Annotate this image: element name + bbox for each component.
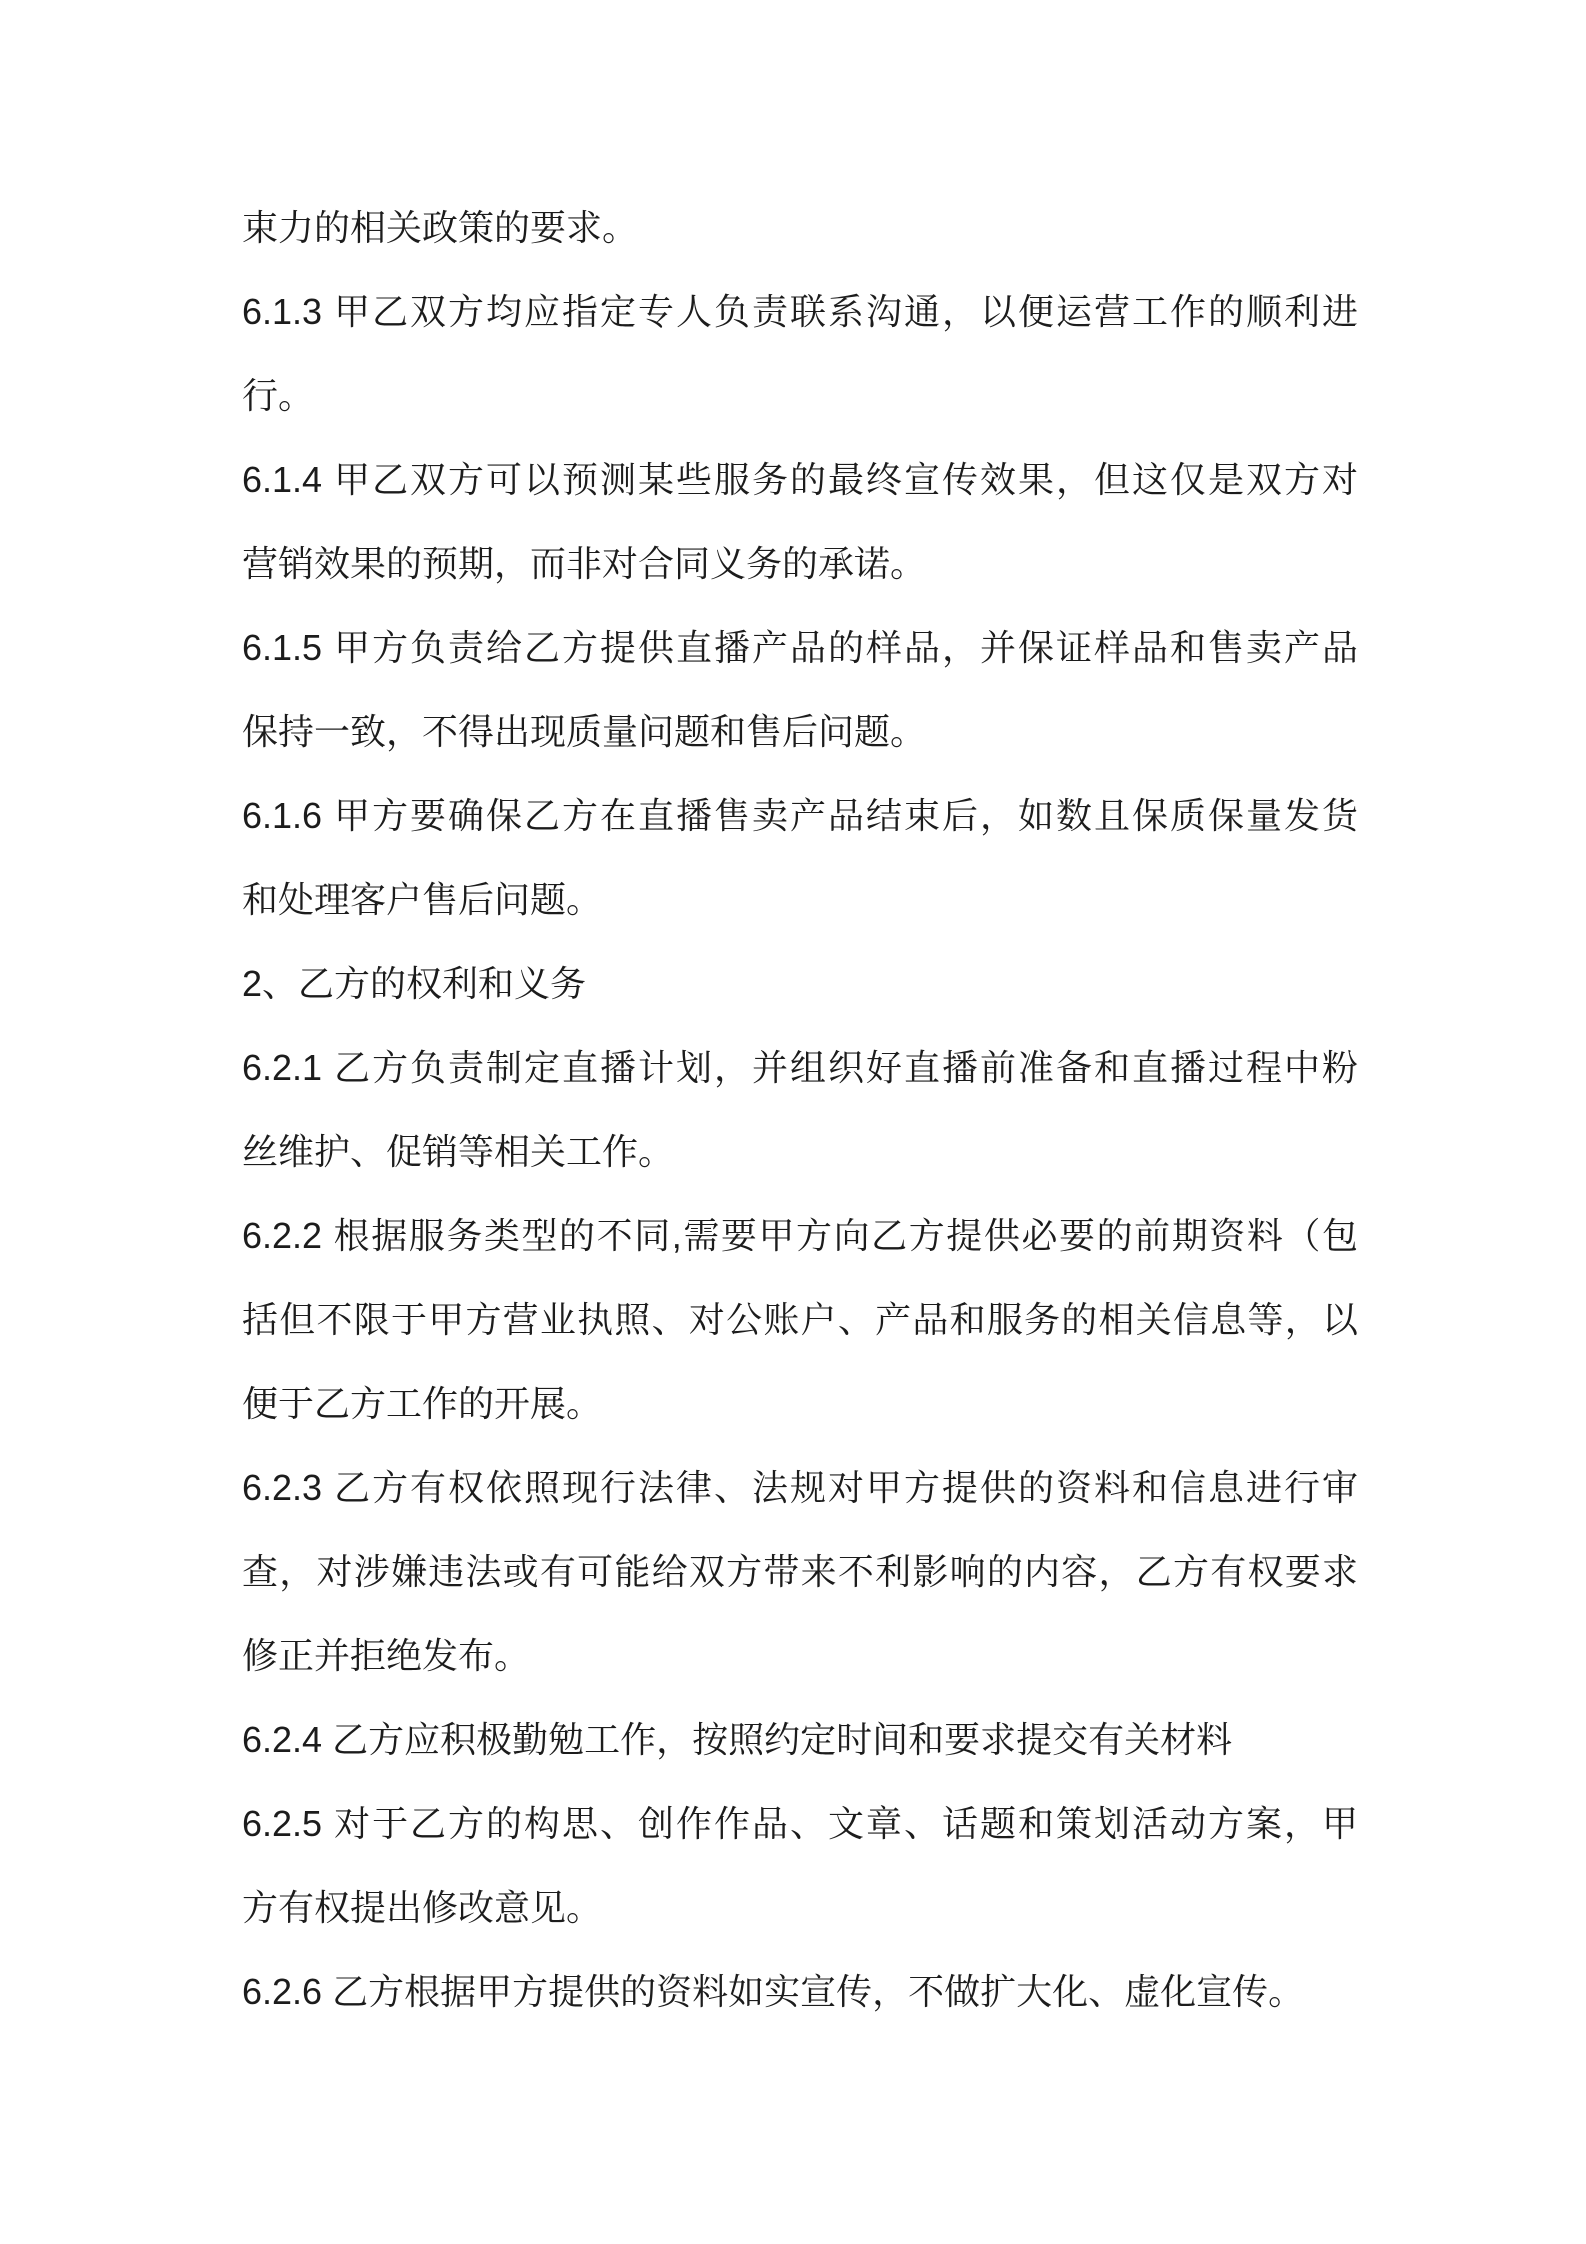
paragraph xyxy=(242,1026,1358,1194)
document-body xyxy=(242,186,1358,2034)
text-line: 丝维护、促销等相关工作。 xyxy=(242,1131,675,1172)
text-line: 6.2.4 乙方应积极勤勉工作，按照约定时间和要求提交有关材料 xyxy=(242,1719,1233,1760)
text-line: 6.2.2 根据服务类型的不同,需要甲方向乙方提供必要的前期资料（包 xyxy=(242,1215,1358,1256)
text-line: 营销效果的预期，而非对合同义务的承诺。 xyxy=(242,543,927,584)
text-line: 6.2.3 乙方有权依照现行法律、法规对甲方提供的资料和信息进行审 xyxy=(242,1467,1358,1508)
paragraph xyxy=(242,1446,1358,1698)
text-line: 2、乙方的权利和义务 xyxy=(242,963,587,1004)
text-line: 方有权提出修改意见。 xyxy=(242,1887,603,1928)
text-line: 和处理客户售后问题。 xyxy=(242,879,603,920)
text-line: 修正并拒绝发布。 xyxy=(242,1635,531,1676)
paragraph xyxy=(242,1950,1358,2034)
paragraph xyxy=(242,438,1358,606)
text-line: 查，对涉嫌违法或有可能给双方带来不利影响的内容，乙方有权要求 xyxy=(242,1551,1358,1592)
text-line: 6.1.6 甲方要确保乙方在直播售卖产品结束后，如数且保质保量发货 xyxy=(242,795,1358,836)
text-line: 6.2.6 乙方根据甲方提供的资料如实宣传，不做扩大化、虚化宣传。 xyxy=(242,1971,1305,2012)
paragraph xyxy=(242,1782,1358,1950)
paragraph xyxy=(242,1194,1358,1446)
paragraph xyxy=(242,270,1358,438)
text-line: 行。 xyxy=(242,375,315,416)
paragraph xyxy=(242,186,1358,270)
paragraph xyxy=(242,774,1358,942)
text-line: 便于乙方工作的开展。 xyxy=(242,1383,603,1424)
text-line: 6.2.5 对于乙方的构思、创作作品、文章、话题和策划活动方案，甲 xyxy=(242,1803,1358,1844)
text-line: 6.2.1 乙方负责制定直播计划，并组织好直播前准备和直播过程中粉 xyxy=(242,1047,1358,1088)
text-line: 6.1.4 甲乙双方可以预测某些服务的最终宣传效果，但这仅是双方对 xyxy=(242,459,1358,500)
text-line: 括但不限于甲方营业执照、对公账户、产品和服务的相关信息等，以 xyxy=(242,1299,1358,1340)
section-heading xyxy=(242,942,1358,1026)
text-line: 6.1.3 甲乙双方均应指定专人负责联系沟通，以便运营工作的顺利进 xyxy=(242,291,1358,332)
text-line: 6.1.5 甲方负责给乙方提供直播产品的样品，并保证样品和售卖产品 xyxy=(242,627,1358,668)
paragraph xyxy=(242,606,1358,774)
text-line: 束力的相关政策的要求。 xyxy=(242,207,639,248)
text-line: 保持一致，不得出现质量问题和售后问题。 xyxy=(242,711,927,752)
paragraph xyxy=(242,1698,1358,1782)
